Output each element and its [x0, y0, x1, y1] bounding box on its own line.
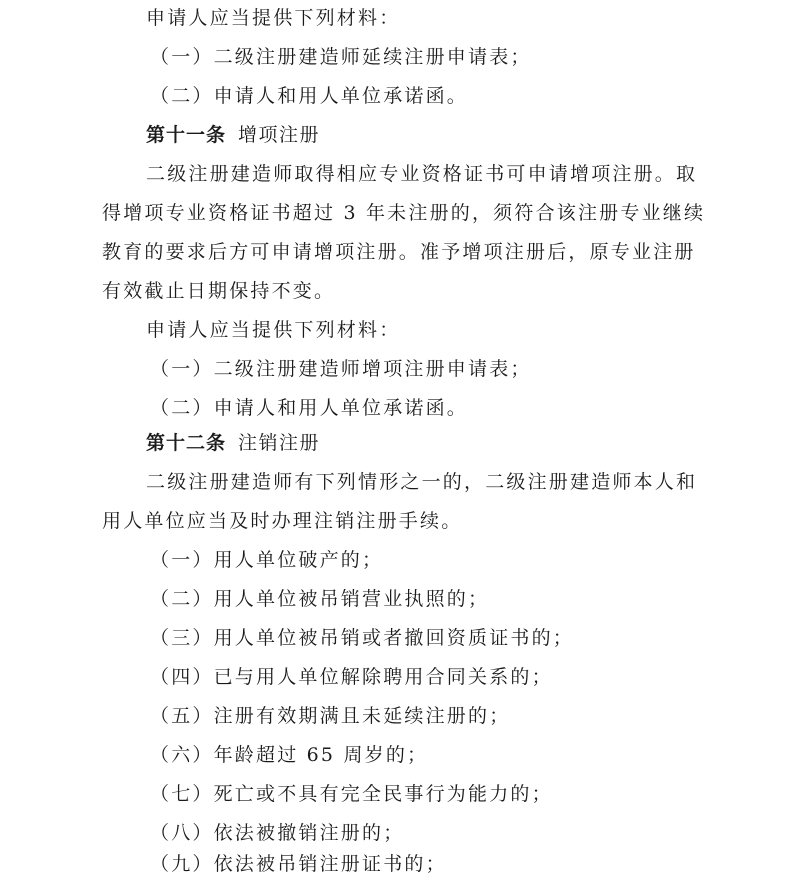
list-item: （八）依法被撤销注册的；: [150, 822, 405, 844]
article-heading: [0, 123, 796, 147]
materials-intro: 申请人应当提供下列材料：: [146, 7, 401, 29]
article-title: 注销注册: [238, 432, 321, 454]
list-item: （二）申请人和用人单位承诺函。: [150, 85, 469, 107]
materials-intro: 申请人应当提供下列材料：: [146, 319, 401, 341]
list-item: （一）二级注册建造师增项注册申请表；: [150, 358, 532, 380]
article-heading: [0, 431, 796, 455]
paragraph-line: 有效截止日期保持不变。: [102, 280, 336, 302]
paragraph-line: 二级注册建造师有下列情形之一的，二级注册建造师本人和: [146, 471, 698, 493]
list-item: （二）用人单位被吊销营业执照的；: [150, 588, 490, 610]
list-item: （二）申请人和用人单位承诺函。: [150, 397, 469, 419]
list-item: （三）用人单位被吊销或者撤回资质证书的；: [150, 627, 575, 649]
list-item: （六）年龄超过 65 周岁的；: [150, 744, 429, 766]
paragraph-line: 二级注册建造师取得相应专业资格证书可申请增项注册。取: [146, 163, 698, 185]
article-number: 第十一条: [146, 124, 227, 146]
paragraph-line: 教育的要求后方可申请增项注册。准予增项注册后，原专业注册: [102, 241, 696, 263]
article-number: 第十二条: [146, 432, 227, 454]
list-item: （四）已与用人单位解除聘用合同关系的；: [150, 666, 553, 688]
list-item: （一）二级注册建造师延续注册申请表；: [150, 46, 532, 68]
paragraph-line: 用人单位应当及时办理注销注册手续。: [102, 510, 463, 532]
list-item: （五）注册有效期满且未延续注册的；: [150, 705, 511, 727]
list-item: （九）依法被吊销注册证书的；: [150, 853, 447, 875]
list-item: （七）死亡或不具有完全民事行为能力的；: [150, 783, 553, 805]
list-item: （一）用人单位破产的；: [150, 549, 384, 571]
paragraph-line: 得增项专业资格证书超过 3 年未注册的，须符合该注册专业继续: [102, 202, 706, 224]
article-title: 增项注册: [238, 124, 321, 146]
